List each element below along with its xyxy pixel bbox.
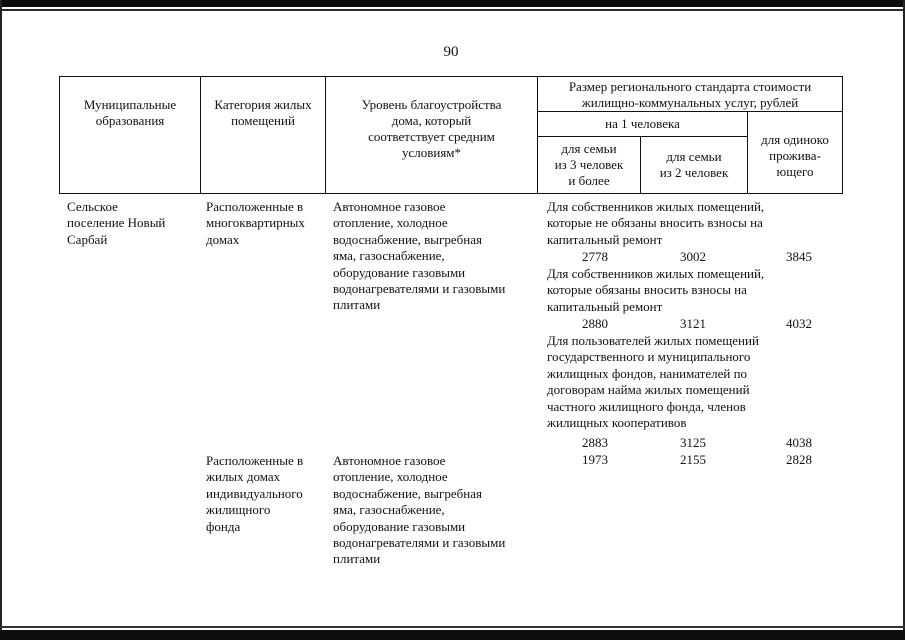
level-individual-houses: Автономное газовое отопление, холодное водоснабжение, выгребная яма, газоснабжение, оборудование газовыми водонагревателями и газовыми плитами: [333, 453, 506, 567]
header-border-right: [842, 76, 843, 194]
category-individual-houses: Расположенные в жилых домах индивидуального жилищного фонда: [206, 453, 304, 534]
scan-border-bottom: [0, 630, 905, 640]
category-apartments: Расположенные в многоквартирных домах: [206, 199, 305, 247]
scan-border-top: [0, 0, 905, 7]
header-single: для одиноко прожива- ющего: [761, 132, 829, 179]
header-level: Уровень благоустройства дома, который соответствует средним условиям*: [361, 97, 502, 160]
table-top-border: [59, 76, 842, 77]
scan-border-bottom-thin: [0, 626, 905, 628]
value-b-single: 4032: [786, 316, 812, 331]
value-c-single: 4038: [786, 435, 812, 450]
header-divider-per-person: [537, 136, 747, 137]
value-a-family2: 3002: [680, 249, 706, 264]
value-b-family2: 3121: [680, 316, 706, 331]
scan-border-top-thin: [0, 9, 905, 11]
header-divider-standard: [537, 111, 842, 112]
value-d-family3: 1973: [582, 452, 608, 467]
value-a-family3: 2778: [582, 249, 608, 264]
value-d-family2: 2155: [680, 452, 706, 467]
page-number: 90: [443, 44, 459, 60]
header-category: Категория жилых помещений: [214, 97, 312, 128]
header-family-3: для семьи из 3 человек и более: [554, 141, 624, 188]
value-c-family2: 3125: [680, 435, 706, 450]
header-bottom-border: [59, 193, 842, 194]
group-owners-no-capital-repair-label: Для собственников жилых помещений, которые не обязаны вносить взносы на капитальный ремонт: [547, 199, 765, 247]
value-d-single: 2828: [786, 452, 812, 467]
value-c-family3: 2883: [582, 435, 608, 450]
header-family-2: для семьи из 2 человек: [659, 149, 729, 180]
level-apartments: Автономное газовое отопление, холодное водоснабжение, выгребная яма, газоснабжение, оборудование газовыми водонагревателями и газовыми плитами: [333, 199, 506, 313]
header-standard: Размер регионального стандарта стоимости жилищно-коммунальных услуг, рублей: [568, 79, 812, 110]
header-border-left: [59, 76, 60, 194]
header-municipality: Муниципальные образования: [83, 97, 177, 128]
group-owners-capital-repair-label: Для собственников жилых помещений, которые обязаны вносить взносы на капитальный ремонт: [547, 266, 765, 314]
header-per-person: на 1 человека: [605, 116, 680, 131]
header-divider-1: [200, 76, 201, 194]
scan-border-left: [0, 0, 2, 640]
municipality-name: Сельское поселение Новый Сарбай: [67, 199, 166, 247]
group-tenants-label: Для пользователей жилых помещений государственного и муниципального жилищных фондов, нанимателей по договорам найма жилых помещений частного жилищного фонда, членов жилищных кооперативов: [547, 333, 759, 431]
value-b-family3: 2880: [582, 316, 608, 331]
value-a-single: 3845: [786, 249, 812, 264]
